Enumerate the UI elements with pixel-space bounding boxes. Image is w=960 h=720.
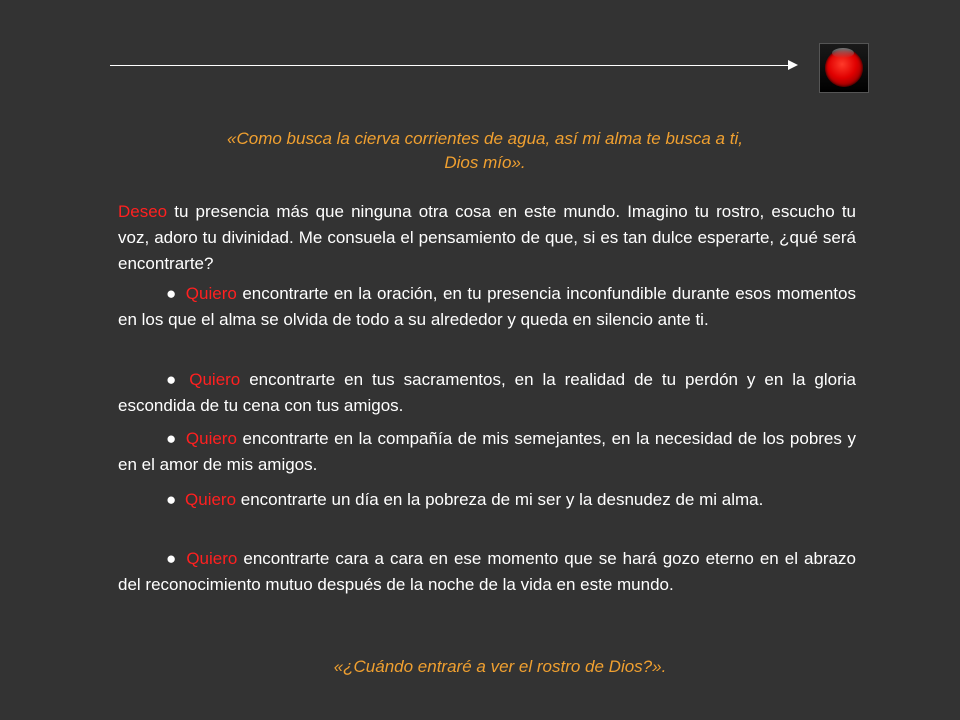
bullet-keyword: Quiero: [189, 370, 241, 389]
intro-text: tu presencia más que ninguna otra cosa en este mundo. Imagino tu rostro, escucho tu voz, adoro tu divinidad. Me consuela el pensamiento de que, si es tan dulce esperarte, ¿qué será encontrarte?: [118, 202, 856, 273]
bullet-keyword: Quiero: [185, 490, 237, 509]
bullet-paragraph-1: [118, 281, 856, 333]
right-arrow-icon: [788, 60, 798, 70]
bullet-paragraph-3: [118, 426, 856, 478]
bullet-keyword: Quiero: [185, 284, 237, 303]
intro-paragraph: [118, 199, 856, 277]
bullet-icon: ●: [166, 549, 177, 568]
bullet-text: encontrarte un día en la pobreza de mi ser y la desnudez de mi alma.: [236, 490, 764, 509]
opening-quote-line2: Dios mío».: [444, 153, 526, 172]
bullet-icon: ●: [166, 490, 177, 509]
bullet-text: encontrarte en tus sacramentos, en la realidad de tu perdón y en la gloria escondida de tu cena con tus amigos.: [118, 370, 856, 415]
bullet-keyword: Quiero: [186, 549, 238, 568]
bullet-icon: ●: [166, 429, 177, 448]
bullet-icon: ●: [166, 284, 177, 303]
bullet-paragraph-4: [118, 487, 856, 513]
bullet-paragraph-2: [118, 367, 856, 419]
orb-highlight: [832, 48, 854, 58]
opening-quote-line1: «Como busca la cierva corrientes de agua, así mi alma te busca a ti,: [227, 129, 743, 148]
bullet-paragraph-5: [118, 546, 856, 598]
opening-quote: [150, 127, 820, 175]
bullet-icon: ●: [166, 370, 177, 389]
closing-quote: «¿Cuándo entraré a ver el rostro de Dios?».: [333, 657, 667, 676]
bullet-text: encontrarte en la oración, en tu presencia inconfundible durante esos momentos en los que el alma se olvida de todo a su alrededor y queda en silencio ante ti.: [118, 284, 856, 329]
arrow-line: [110, 65, 790, 66]
bullet-keyword: Quiero: [185, 429, 237, 448]
red-orb-button-icon[interactable]: [819, 43, 869, 93]
bullet-text: encontrarte cara a cara en ese momento que se hará gozo eterno en el abrazo del reconocimiento mutuo después de la noche de la vida en este mundo.: [118, 549, 856, 594]
intro-keyword: Deseo: [118, 202, 168, 221]
bullet-text: encontrarte en la compañía de mis semejantes, en la necesidad de los pobres y en el amor de mis amigos.: [118, 429, 856, 474]
